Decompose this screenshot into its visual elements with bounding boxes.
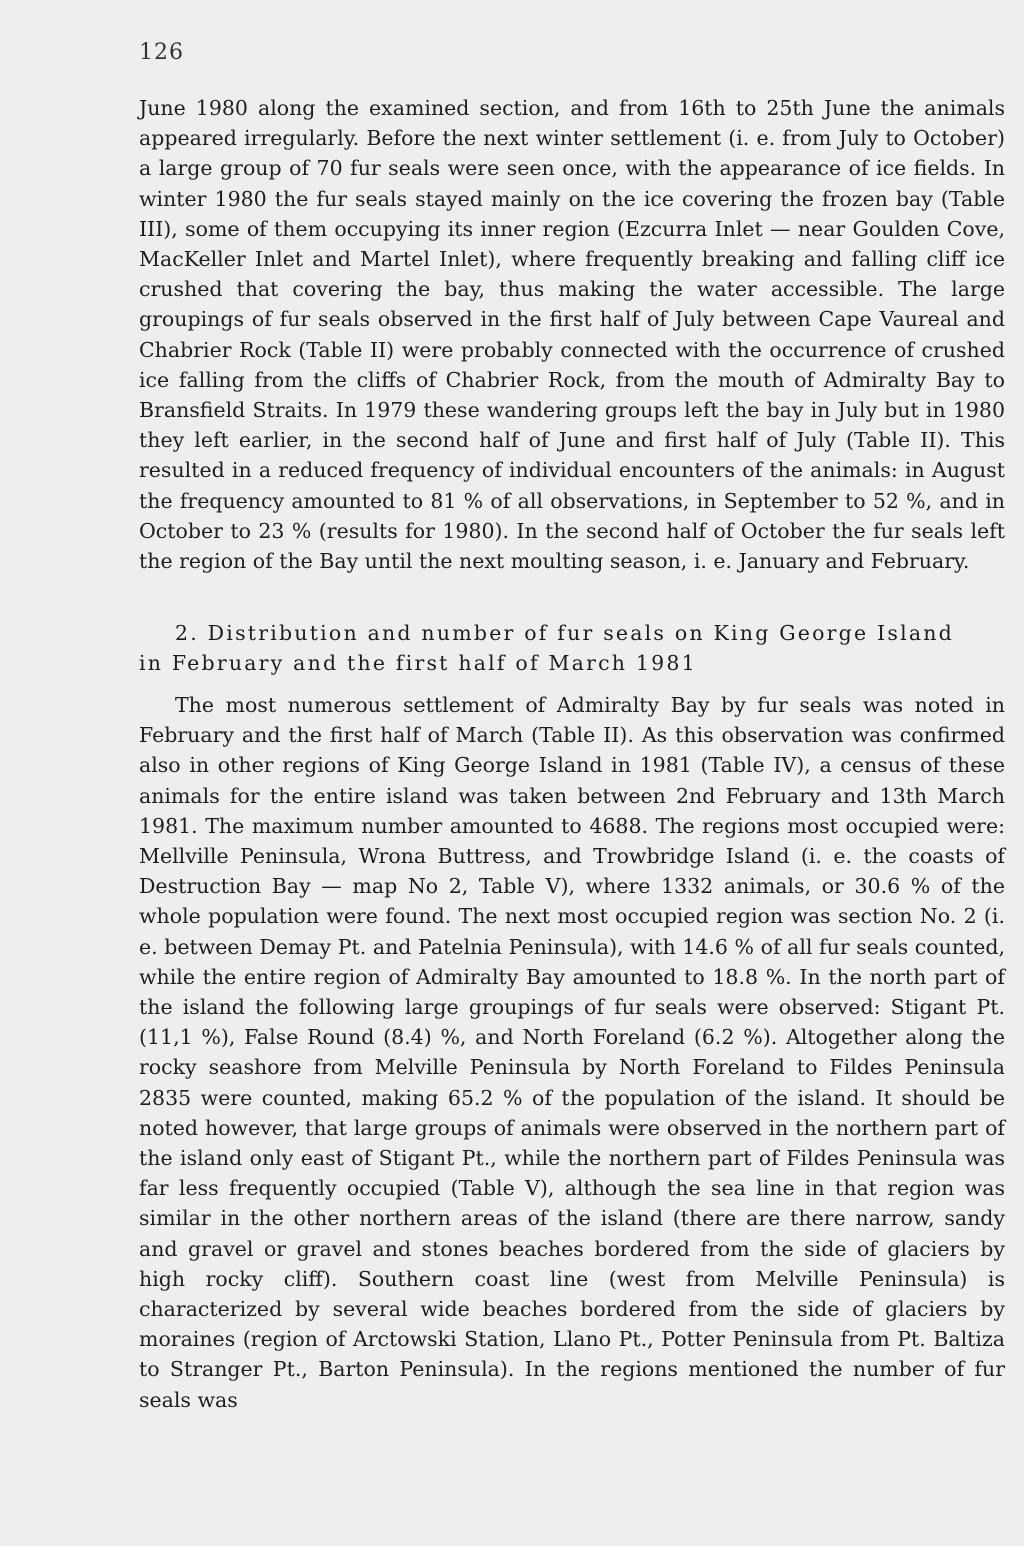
section-heading-line-2: in February and the first half of March 1981: [139, 651, 697, 676]
section-heading: [139, 618, 1005, 678]
paragraph-continuation: June 1980 along the examined section, and from 16th to 25th June the animals appeared irregularly. Before the next winter settlement (i. e. from July to October) a large group of 70 fur seals were seen once, with the appearance of ice fields. In winter 1980 the fur seals stayed mainly on the ice covering the frozen bay (Table III), some of them occupying its inner region (Ezcurra Inlet — near Goulden Cove, MacKeller Inlet and Martel Inlet), where frequently breaking and falling cliff ice crushed that covering the bay, thus making the water accessible. The large groupings of fur seals observed in the first half of July between Cape Vaureal and Chabrier Rock (Table II) were probably connected with the occurrence of crushed ice falling from the cliffs of Chabrier Rock, from the mouth of Admiralty Bay to Bransfield Straits. In 1979 these wandering groups left the bay in July but in 1980 they left earlier, in the second half of June and first half of July (Table II). This resulted in a reduced frequency of individual encounters of the animals: in August the frequency amounted to 81 % of all observations, in September to 52 %, and in October to 23 % (results for 1980). In the second half of October the fur seals left the region of the Bay until the next moulting season, i. e. January and February.: [139, 96, 1005, 574]
section-heading-line-1: 2. Distribution and number of fur seals on King George Island: [175, 621, 954, 645]
body-text-bottom: [139, 690, 1005, 1415]
body-text-top: [139, 93, 1005, 576]
paragraph-distribution: The most numerous settlement of Admiralty Bay by fur seals was noted in February and the first half of March (Table II). As this observation was confirmed also in other regions of King George Island in 1981 (Table IV), a census of these animals for the entire island was taken between 2nd February and 13th March 1981. The maximum number amounted to 4688. The regions most occupied were: Mellville Peninsula, Wrona Buttress, and Trowbridge Island (i. e. the coasts of Destruction Bay — map No 2, Table V), where 1332 animals, or 30.6 % of the whole population were found. The next most occupied region was section No. 2 (i. e. between Demay Pt. and Patelnia Peninsula), with 14.6 % of all fur seals counted, while the entire region of Admiralty Bay amounted to 18.8 %. In the north part of the island the following large groupings of fur seals were observed: Stigant Pt. (11,1 %), False Round (8.4) %, and North Foreland (6.2 %). Altogether along the rocky seashore from Melville Peninsula by North Foreland to Fildes Peninsula 2835 were counted, making 65.2 % of the population of the island. It should be noted however, that large groups of animals were observed in the northern part of the island only east of Stigant Pt., while the northern part of Fildes Peninsula was far less frequently occupied (Table V), although the sea line in that region was similar in the other northern areas of the island (there are there narrow, sandy and gravel or gravel and stones beaches bordered from the side of glaciers by high rocky cliff). Southern coast line (west from Melville Peninsula) is characterized by several wide beaches bordered from the side of glaciers by moraines (region of Arctowski Station, Llano Pt., Potter Peninsula from Pt. Baltiza to Stranger Pt., Barton Peninsula). In the regions mentioned the number of fur seals was: [139, 693, 1005, 1412]
page-number: 126: [139, 40, 184, 65]
